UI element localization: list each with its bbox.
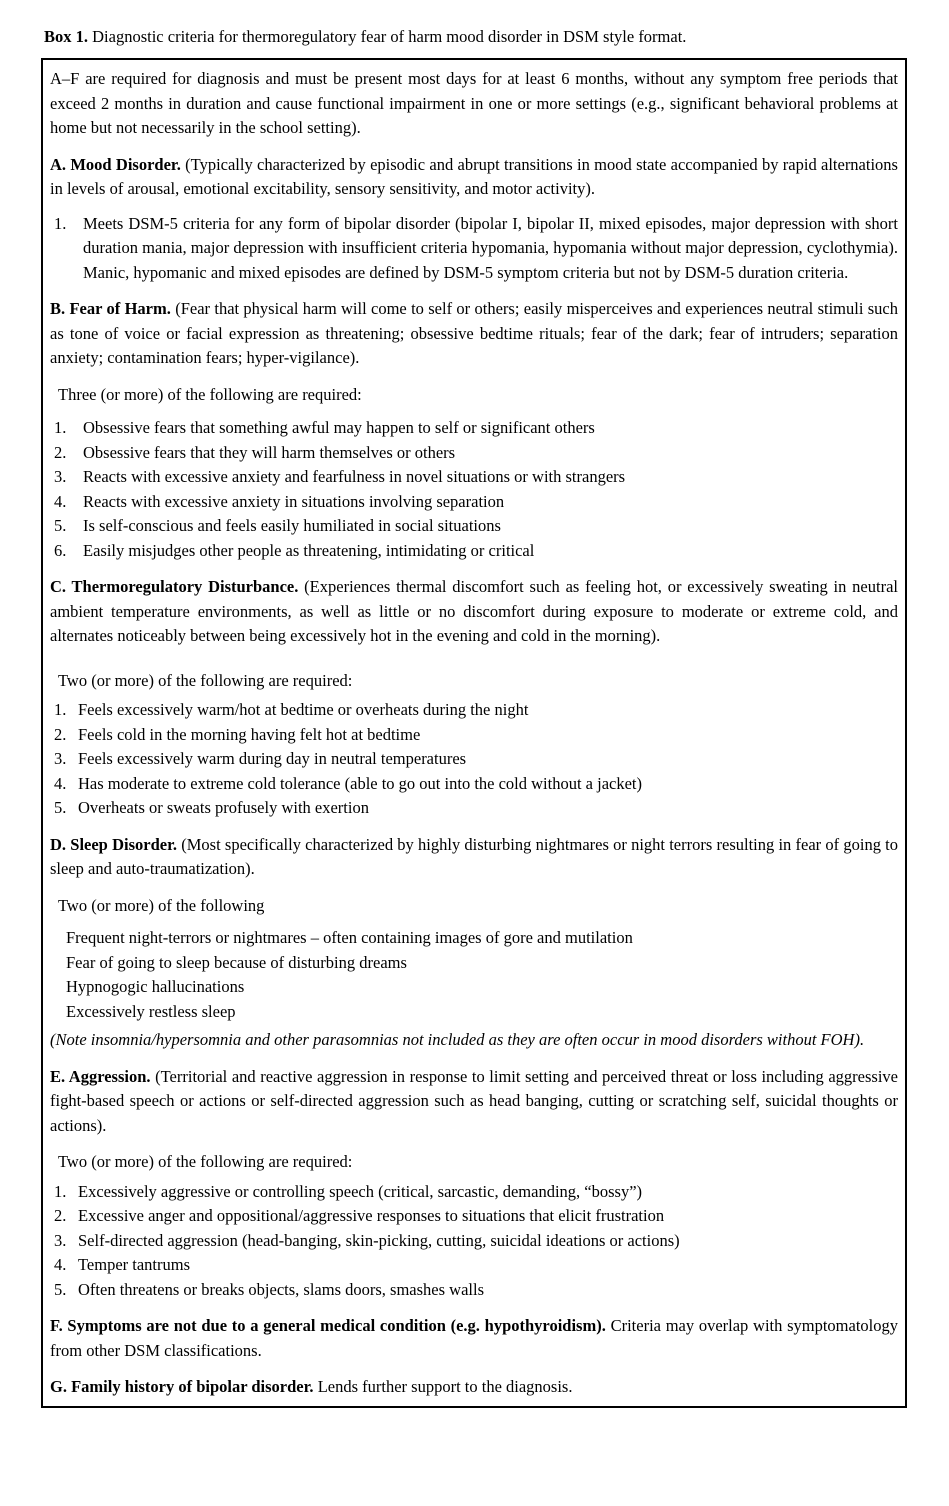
list-item-number: 6. <box>54 540 67 560</box>
list-item <box>50 416 898 441</box>
list-item-text: Reacts with excessive anxiety in situations involving separation <box>83 491 505 511</box>
list-item-text: Excessively aggressive or controlling speech (critical, sarcastic, demanding, “bossy”) <box>78 1181 643 1201</box>
list-item-number: 2. <box>54 1206 67 1225</box>
section-d-note: (Note insomnia/hypersomnia and other parasomnias not included as they are often occur in mood disorders without FOH). <box>50 1030 865 1049</box>
list-item-text: Excessive anger and oppositional/aggressive responses to situations that elicit frustration <box>78 1206 665 1225</box>
list-item-text: Obsessive fears that something awful may happen to self or significant others <box>83 418 595 437</box>
section-c-list <box>50 698 898 821</box>
list-item <box>50 1253 898 1278</box>
section-f-description: Criteria may overlap with symptomatology from other DSM classifications. <box>50 1316 899 1360</box>
list-item <box>50 1204 898 1229</box>
section-e-heading: E. Aggression. <box>50 1066 151 1086</box>
list-item-text: Has moderate to extreme cold tolerance (able to go out into the cold without a jacket) <box>78 773 643 793</box>
list-item-number: 1. <box>54 700 67 719</box>
list-item-number: 1. <box>54 1181 67 1201</box>
section-b-heading: B. Fear of Harm. <box>50 299 171 318</box>
list-item <box>50 796 898 821</box>
list-item-number: 3. <box>54 1230 67 1250</box>
section-d-paragraph <box>50 833 898 882</box>
list-item-number: 1. <box>54 213 67 233</box>
list-item-text: Feels cold in the morning having felt hot at bedtime <box>78 724 421 744</box>
section-d-description: (Most specifically characterized by highly disturbing nightmares or night terrors resulting in fear of going to sleep and auto-traumatization). <box>50 834 899 878</box>
section-b-requirement: Three (or more) of the following are required: <box>58 384 362 404</box>
box-title-label: Box 1. <box>44 27 89 46</box>
criteria-box <box>41 58 907 1408</box>
section-d-requirement: Two (or more) of the following <box>58 895 265 915</box>
list-item <box>50 698 898 723</box>
list-item-text: Feels excessively warm during day in neutral temperatures <box>78 749 467 768</box>
list-item <box>50 1229 898 1254</box>
list-item-text: Reacts with excessive anxiety and fearfulness in novel situations or with strangers <box>83 467 626 486</box>
list-item-text: Easily misjudges other people as threatening, intimidating or critical <box>83 540 535 560</box>
list-item <box>50 723 898 748</box>
list-item-text: Meets DSM-5 criteria for any form of bipolar disorder (bipolar I, bipolar II, mixed episodes, major depression with short duration mania, major depression with insufficient criteria hypomania, hypomania without major depression, cyclothymia). Manic, hypomanic and mixed episodes are defined by DSM-5 symptom criteria but not by DSM-5 duration criteria. <box>83 213 898 282</box>
list-item <box>50 490 898 515</box>
list-item-text: Is self-conscious and feels easily humiliated in social situations <box>83 516 501 535</box>
list-item: Fear of going to sleep because of disturbing dreams <box>66 952 407 972</box>
list-item-number: 1. <box>54 418 67 437</box>
section-e-requirement: Two (or more) of the following are required: <box>58 1152 353 1171</box>
section-e-description: (Territorial and reactive aggression in response to limit setting and perceived threat or loss including aggressive fight-based speech or actions or self-directed aggression such as head banging, cutting or scratching self, suicidal thoughts or actions). <box>50 1066 898 1135</box>
section-g-heading: G. Family history of bipolar disorder. <box>50 1377 314 1396</box>
section-g-paragraph <box>50 1375 898 1400</box>
section-a-list <box>50 212 898 286</box>
list-item-number: 4. <box>54 1255 67 1274</box>
list-item <box>50 539 898 564</box>
section-c-heading: C. Thermoregulatory Disturbance. <box>50 577 299 596</box>
section-b-description: (Fear that physical harm will come to self or others; easily misperceives and experiences neutral stimuli such as tone of voice or facial expression as threatening; obsessive bedtime rituals; fear of the dark; fear of intruders; separation anxiety; contamination fears; hyper-vigilance). <box>50 299 898 367</box>
section-d-list <box>50 926 898 1024</box>
list-item-number: 2. <box>54 724 67 744</box>
intro-paragraph: A–F are required for diagnosis and must be present most days for at least 6 months, without any symptom free periods that exceed 2 months in duration and cause functional impairment in one or more settings (e.g., significant behavioral problems at home but not necessarily in the school setting). <box>50 69 898 137</box>
list-item-number: 3. <box>54 749 67 768</box>
list-item <box>50 772 898 797</box>
section-g-description: Lends further support to the diagnosis. <box>317 1377 573 1396</box>
section-e-list <box>50 1180 898 1303</box>
list-item <box>50 465 898 490</box>
section-b-paragraph <box>50 297 898 371</box>
list-item-number: 5. <box>54 798 67 817</box>
list-item-text: Often threatens or breaks objects, slams doors, smashes walls <box>78 1279 484 1299</box>
list-item <box>50 747 898 772</box>
section-d-heading: D. Sleep Disorder. <box>50 834 178 854</box>
list-item-number: 5. <box>54 1279 67 1299</box>
section-e-paragraph <box>50 1065 898 1139</box>
section-a-description: (Typically characterized by episodic and abrupt transitions in mood state accompanied by rapid alternations in levels of arousal, emotional excitability, sensory sensitivity, and motor activity). <box>50 154 898 198</box>
list-item-number: 3. <box>54 467 67 486</box>
list-item-text: Self-directed aggression (head-banging, skin-picking, cutting, suicidal ideations or actions) <box>78 1230 680 1250</box>
list-item-text: Temper tantrums <box>78 1255 191 1274</box>
list-item-text: Overheats or sweats profusely with exertion <box>78 798 369 817</box>
list-item-number: 4. <box>54 491 67 511</box>
list-item: Hypnogogic hallucinations <box>66 977 245 996</box>
list-item-text: Obsessive fears that they will harm themselves or others <box>83 442 456 462</box>
list-item <box>50 514 898 539</box>
list-item-number: 5. <box>54 516 67 535</box>
list-item <box>50 212 898 286</box>
list-item <box>50 1278 898 1303</box>
section-f-heading: F. Symptoms are not due to a general medical condition (e.g. hypothyroidism). <box>50 1316 606 1335</box>
list-item: Excessively restless sleep <box>66 1001 236 1021</box>
list-item: Frequent night-terrors or nightmares – often containing images of gore and mutilation <box>66 928 633 947</box>
section-f-paragraph <box>50 1314 898 1363</box>
box-title-text: Diagnostic criteria for thermoregulatory fear of harm mood disorder in DSM style format. <box>92 27 687 46</box>
list-item <box>50 441 898 466</box>
section-c-description: (Experiences thermal discomfort such as feeling hot, or excessively sweating in neutral ambient temperature environments, as well as little or no discomfort during exposure to moderate or extreme cold, and alternates noticeably between being excessively hot in the evening and cold in the morning). <box>50 577 898 645</box>
section-a-paragraph <box>50 153 898 202</box>
section-c-requirement: Two (or more) of the following are required: <box>58 670 353 690</box>
list-item-number: 4. <box>54 773 67 793</box>
list-item <box>50 1180 898 1205</box>
list-item-number: 2. <box>54 442 67 462</box>
list-item-text: Feels excessively warm/hot at bedtime or overheats during the night <box>78 700 529 719</box>
section-b-list <box>50 416 898 563</box>
section-a-heading: A. Mood Disorder. <box>50 154 181 174</box>
box-title <box>44 25 907 49</box>
section-c-paragraph <box>50 575 898 649</box>
